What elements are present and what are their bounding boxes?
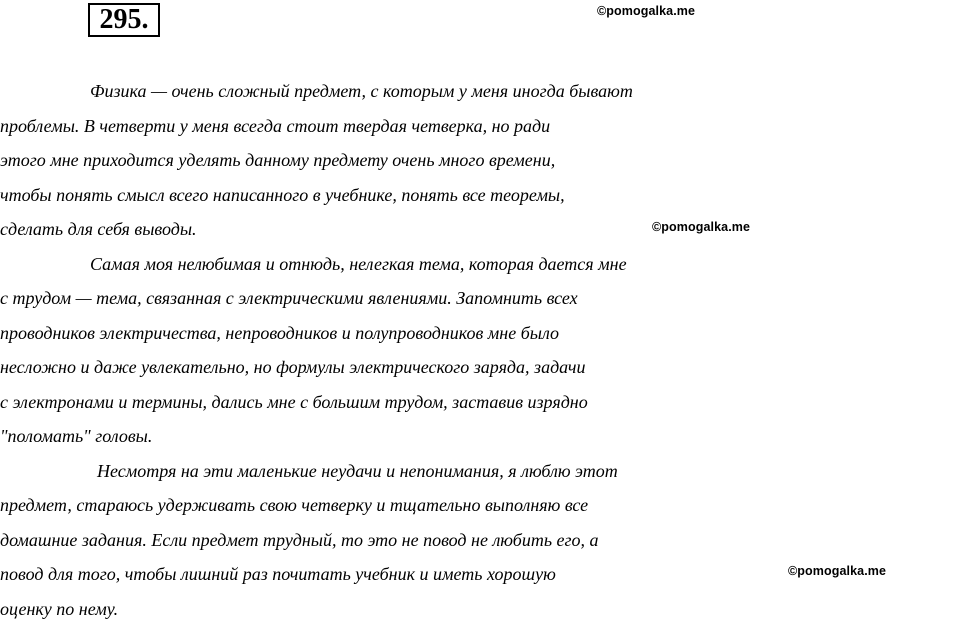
paragraph-3-line-3: домашние задания. Если предмет трудный, то это не повод не любить его, а — [0, 529, 599, 550]
paragraph-3-line-5: оценку по нему. — [0, 598, 119, 619]
paragraph-2-line-3: проводников электричества, непроводников и полупроводников мне было — [0, 322, 560, 343]
paragraph-1-line-2: проблемы. В четверти у меня всегда стоит твердая четверка, но ради — [0, 115, 551, 136]
paragraph-1-line-4: чтобы понять смысл всего написанного в учебнике, понять все теоремы, — [0, 184, 565, 205]
paragraph-3-line-1: Несмотря на эти маленькие неудачи и непонимания, я люблю этот — [97, 460, 618, 481]
paragraph-1-line-1: Физика — очень сложный предмет, с которым у меня иногда бывают — [90, 81, 633, 101]
paragraph-2-line-4: несложно и даже увлекательно, но формулы электрического заряда, задачи — [0, 357, 586, 377]
paragraph-3-line-4: повод для того, чтобы лишний раз почитать учебник и иметь хорошую — [0, 564, 556, 584]
exercise-number: 295. — [88, 3, 160, 37]
paragraph-2-line-6: "поломать" головы. — [0, 426, 153, 446]
essay-text — [0, 74, 960, 626]
paragraph-2-line-1: Самая моя нелюбимая и отнюдь, нелегкая тема, которая дается мне — [90, 253, 627, 274]
paragraph-2-line-5: с электронами и термины, дались мне с большим трудом, заставив изрядно — [0, 391, 588, 412]
paragraph-1-line-3: этого мне приходится уделять данному предмету очень много времени, — [0, 150, 556, 170]
paragraph-1-line-5: сделать для себя выводы. — [0, 219, 197, 239]
paragraph-2-line-2: с трудом — тема, связанная с электрическими явлениями. Запомнить всех — [0, 288, 578, 308]
watermark-bottom: ©pomogalka.me — [788, 564, 887, 578]
watermark-top: ©pomogalka.me — [597, 4, 696, 18]
paragraph-3-line-2: предмет, стараюсь удерживать свою четверку и тщательно выполняю все — [0, 495, 589, 515]
watermark-middle: ©pomogalka.me — [652, 220, 751, 234]
